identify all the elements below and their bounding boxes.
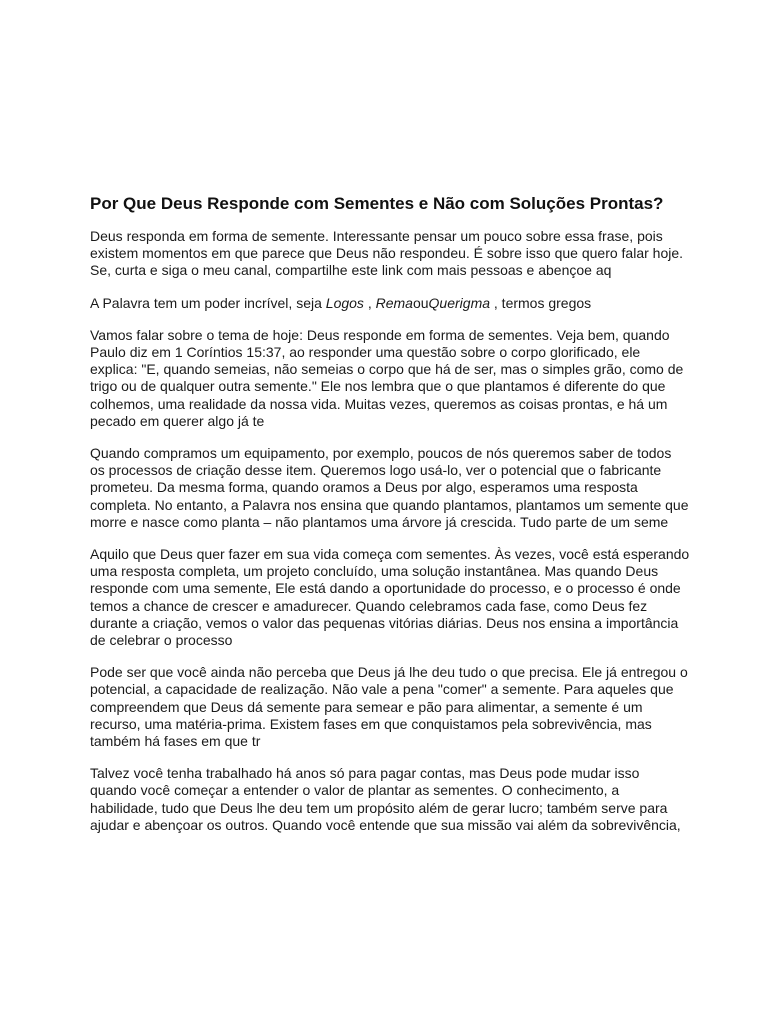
greek-terms-separator: , [363,294,376,311]
term-querigma: Querigma [428,294,491,311]
greek-terms-tail: , termos gregos [490,294,592,311]
term-logos: Logos [325,294,364,311]
paragraph-purpose: Talvez você tenha trabalhado há anos só para pagar contas, mas Deus pode mudar isso quando você começar a entender o valor de plantar as sementes. O conhecimento, a habilidade, tudo que Deus lhe deu tem um propósito além de gerar lucro; também serve para ajudar e abençoar os outros. Quando você entende que sua missão vai além da sobrevivência, [90,765,681,833]
document-page [90,193,690,849]
document-title: Por Que Deus Responde com Sementes e Não com Soluções Prontas? [90,194,664,213]
greek-terms-lead: A Palavra tem um poder incrível, seja [90,294,326,311]
greek-terms-conjunction: ou [412,294,429,311]
term-rema: Rema [375,294,413,311]
paragraph-intro: Deus responda em forma de semente. Interessante pensar um pouco sobre essa frase, pois existem momentos em que parece que Deus não respondeu. É sobre isso que quero falar hoje. Se, curta e siga o meu canal, compartilhe este link com mais pessoas e abençoe aq [90,228,684,279]
paragraph-potential: Pode ser que você ainda não perceba que Deus já lhe deu tudo o que precisa. Ele já entregou o potencial, a capacidade de realização. Não vale a pena "comer" a semente. Para aqueles que compreendem que Deus dá semente para semear e pão para alimentar, a semente é um recurso, uma matéria-prima. Existem fases em que conquistamos pela sobrevivência, mas também há fases em que tr [90,664,688,750]
paragraph-equipment: Quando compramos um equipamento, por exemplo, poucos de nós queremos saber de todos os processos de criação desse item. Queremos logo usá-lo, ver o potencial que o fabricante prometeu. Da mesma forma, quando oramos a Deus por algo, esperamos uma resposta completa. No entanto, a Palavra nos ensina que quando plantamos, plantamos um semente que morre e nasce como planta – não plantamos uma árvore já crescida. Tudo parte de um seme [90,445,689,530]
paragraph-greek-terms [90,295,690,312]
paragraph-seeds: Aquilo que Deus quer fazer em sua vida começa com sementes. Às vezes, você está esperando uma resposta completa, um projeto concluído, uma solução instantânea. Mas quando Deus responde com uma semente, Ele está dando a oportunidade do processo, e o processo é onde temos a chance de crescer e amadurecer. Quando celebramos cada fase, como Deus fez durante a criação, vemos o valor das pequenas vitórias diárias. Deus nos ensina a importância de celebrar o processo [90,546,690,649]
paragraph-corinthians: Vamos falar sobre o tema de hoje: Deus responde em forma de sementes. Veja bem, quando Paulo diz em 1 Coríntios 15:37, ao responder uma questão sobre o corpo glorificado, ele explica: "E, quando semeias, não semeias o corpo que há de ser, mas o simples grão, como de trigo ou de qualquer outra semente." Ele nos lembra que o que plantamos é diferente do que colhemos, uma realidade da nossa vida. Muitas vezes, queremos as coisas prontas, e há um pecado em querer algo já te [90,326,684,429]
